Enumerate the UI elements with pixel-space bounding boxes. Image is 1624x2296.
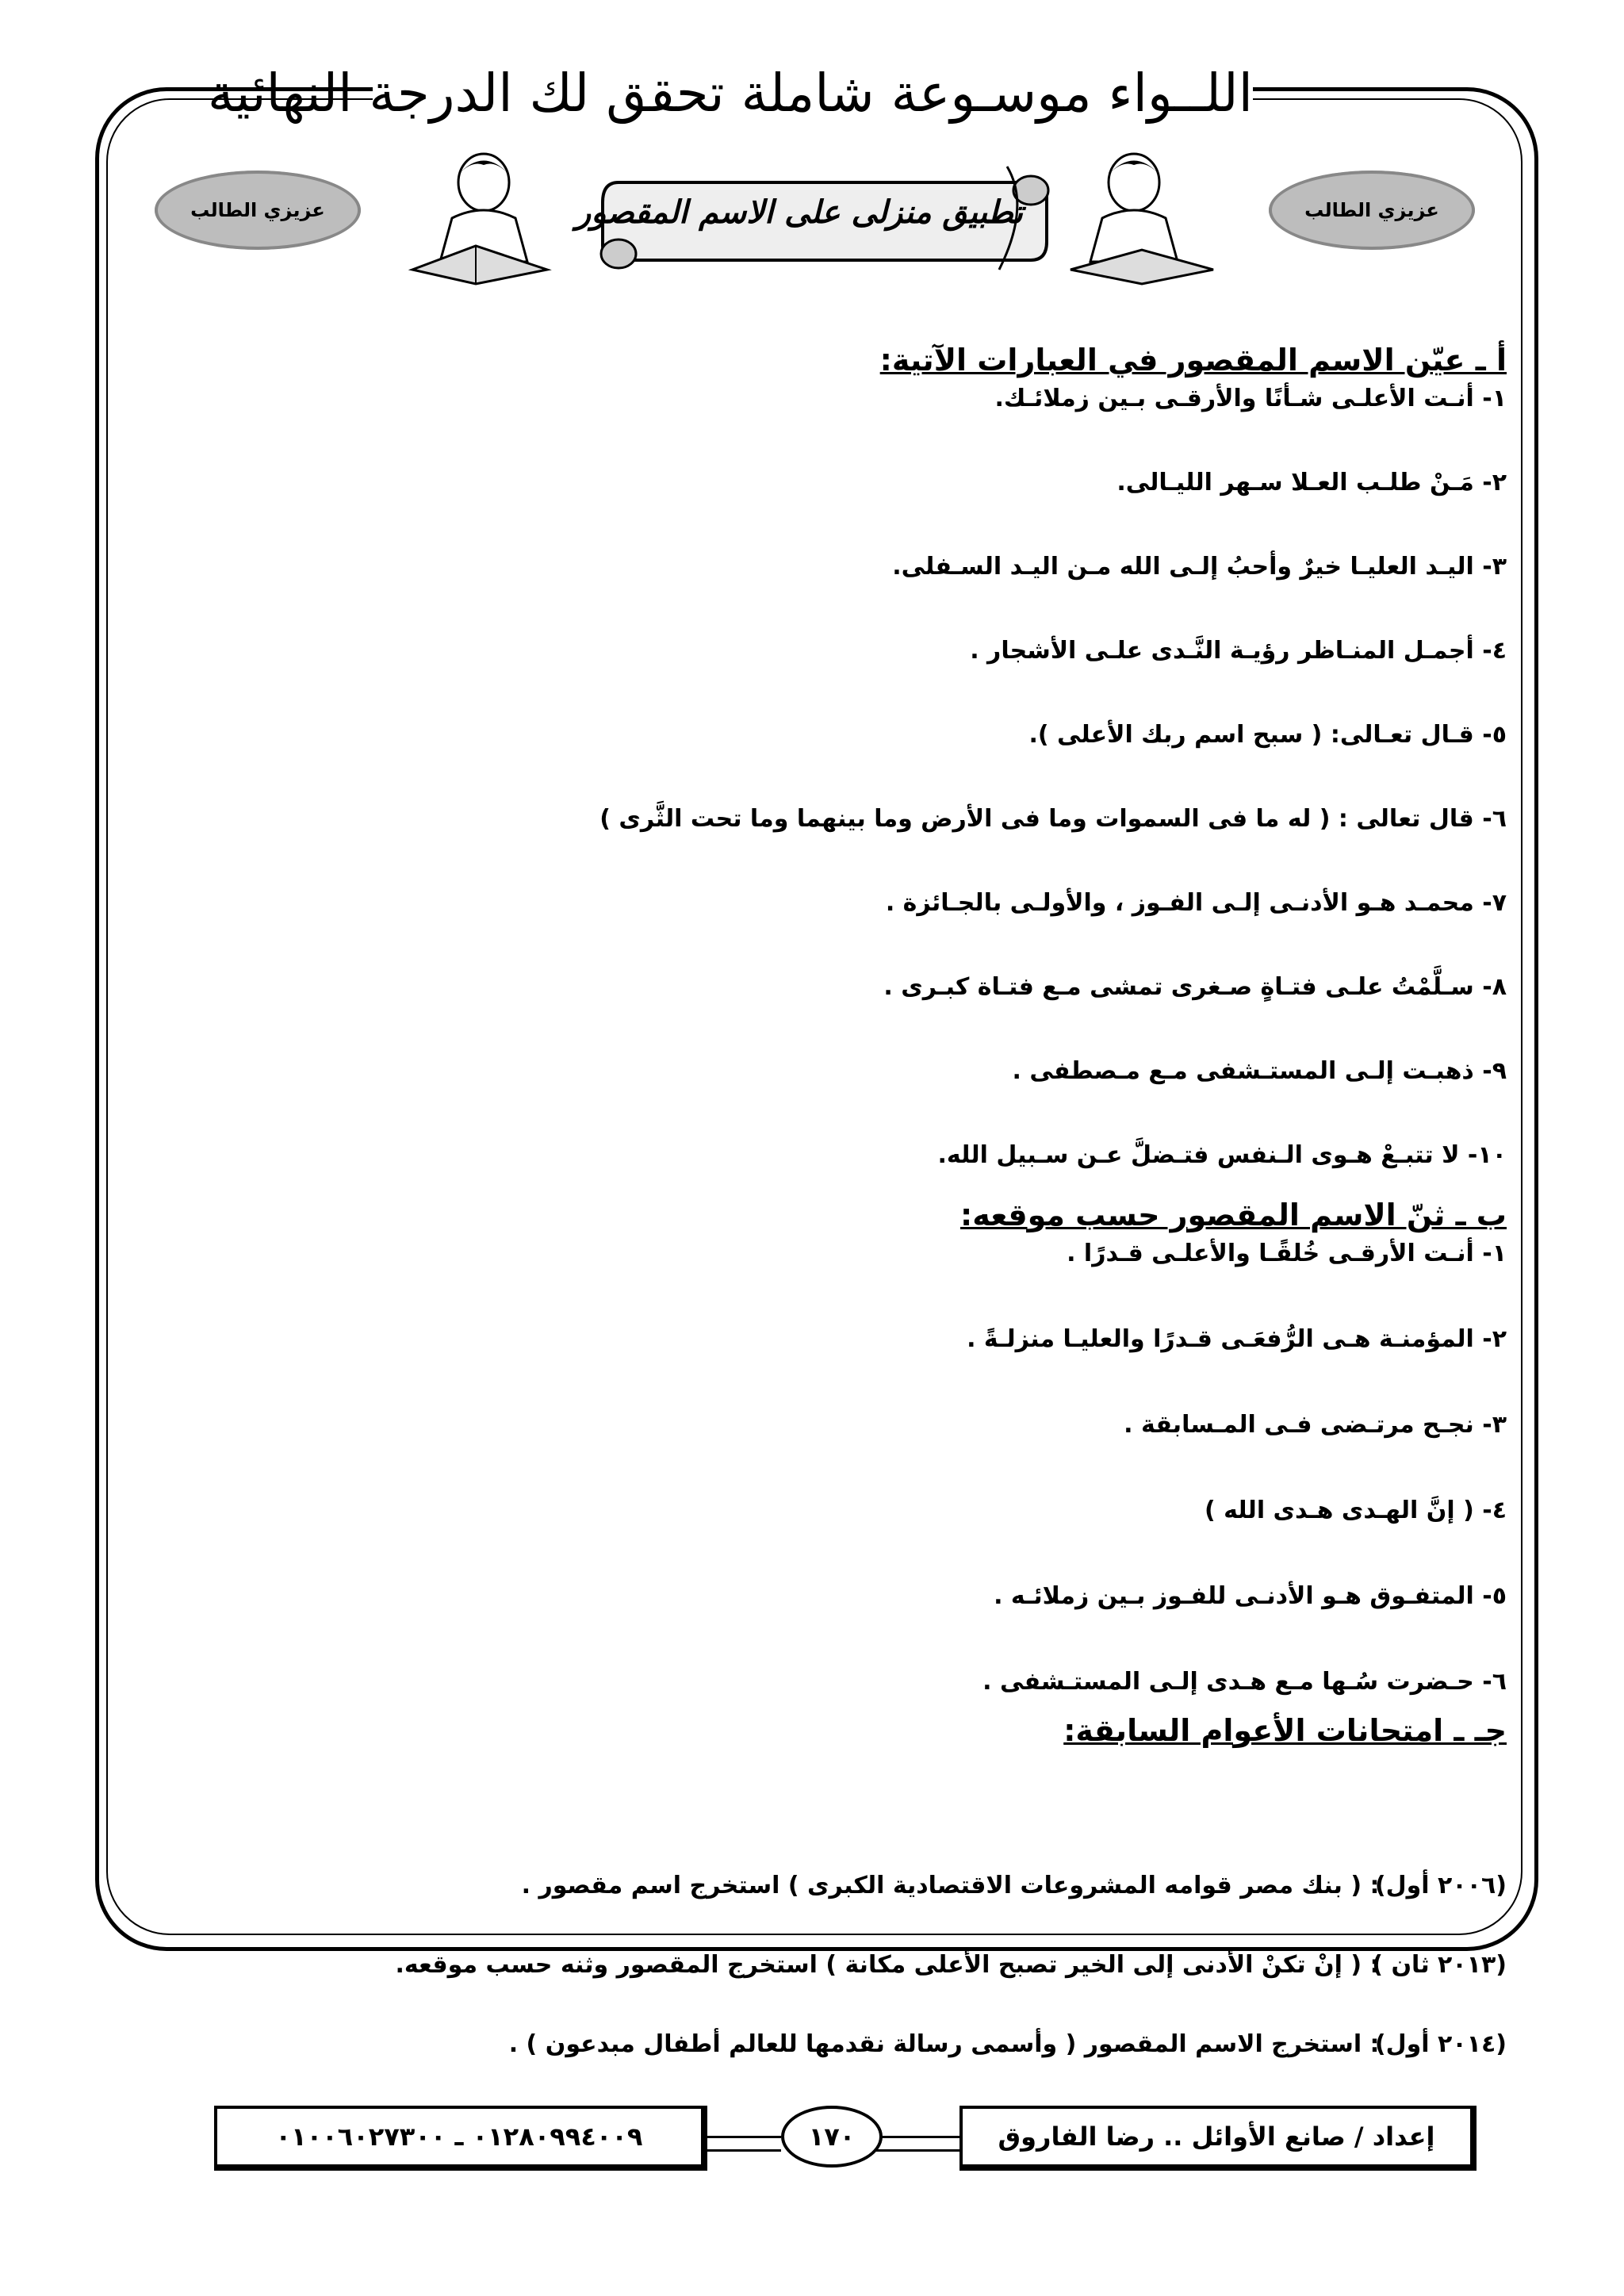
student-writing-illustration <box>1063 143 1221 286</box>
exam-question: : استخرج الاسم المقصور ( وأسمى رسالة نقدمها للعالم أطفال مبدعون ) . <box>508 2030 1380 2058</box>
exam-row <box>238 1862 1507 1910</box>
exercise-content <box>599 337 1507 1754</box>
footer-divider <box>698 2136 781 2152</box>
list-item: ٣- نجـح مرتـضى فـى المـسابقة . <box>1124 1411 1507 1439</box>
list-item: ٣- اليـد العليـا خيرٌ وأحبُ إلـى الله مـن اليـد السـفلى. <box>892 553 1507 581</box>
badge-right: عزيزي الطالب <box>1269 171 1475 250</box>
exam-question: : ( بنك مصر قوامه المشروعات الاقتصادية الكبرى ) استخرج اسم مقصور . <box>521 1872 1380 1899</box>
footer-divider <box>876 2136 959 2152</box>
section-b-title: ب ـ ثنّ الاسم المقصور حسب موقعه: <box>960 1198 1507 1232</box>
exam-question: : ( إنْ تكنْ الأدنى إلى الخير تصبح الأعلى مكانة ) استخرج المقصور وثنه حسب موقعه. <box>395 1951 1380 1979</box>
section-a <box>599 337 1507 1187</box>
list-item: ٢- مَـنْ طلـب العـلا سـهر الليـالى. <box>1116 469 1507 496</box>
footer-phones: ٠١٢٨٠٩٩٤٠٠٩ ـ ٠١٠٠٦٠٢٧٣٠٠ <box>214 2106 707 2171</box>
exam-year: (٢٠١٣ ثان ) <box>1372 1951 1507 1979</box>
badge-left: عزيزي الطالب <box>155 171 361 250</box>
list-item: ٥- قـال تعـالى: ( سبح اسم ربك الأعلى ). <box>1028 721 1507 749</box>
list-item: ٦- قال تعالى : ( له ما فى السموات وما فى الأرض وما بينهما وما تحت الثَّرى ) <box>599 805 1507 833</box>
section-b <box>682 1192 1507 1714</box>
header-title: اللــواء موسـوعة شاملة تحقق لك الدرجة النهائية <box>373 56 1253 132</box>
list-item: ٥- المتفـوق هـو الأدنـى للفـوز بـين زملائـه . <box>994 1582 1507 1610</box>
list-item: ١- أنـت الأعلـى شـأنًا والأرقـى بـين زملائـك. <box>994 385 1507 412</box>
list-item: ٤- ( إنَّ الهـدى هـدى الله ) <box>1204 1497 1507 1524</box>
list-item: ٦- حـضرت سُـها مـع هـدى إلـى المستـشفى . <box>982 1668 1507 1696</box>
list-item: ٩- ذهبـت إلـى المستـشفى مـع مـصطفى . <box>1012 1057 1507 1085</box>
section-c-title: جـ ـ امتحانات الأعوام السابقة: <box>1063 1713 1507 1748</box>
list-item: ٤- أجمـل المنـاظر رؤيـة النَّـدى علـى الأشجار . <box>970 637 1507 665</box>
list-item: ١٠- لا تتبـعْ هـوى الـنفس فتـضلَّ عـن سـبيل الله. <box>937 1141 1507 1169</box>
exam-year: (٢٠٠٦ أول) <box>1374 1872 1507 1899</box>
list-item: ٨- سـلَّمْتُ علـى فتـاةٍ صـغرى تمشى مـع فتـاة كبـرى . <box>883 973 1507 1001</box>
banner-title: تطبيق منزلى على الاسم المقصور <box>575 194 1023 231</box>
section-a-title: أ ـ عيّن الاسم المقصور في العبارات الآتية: <box>879 343 1507 378</box>
student-reading-illustration <box>396 143 555 286</box>
page-number: ١٧٠ <box>781 2106 883 2168</box>
exam-year: (٢٠١٤ أول) <box>1374 2030 1507 2058</box>
list-item: ٧- محمـد هـو الأدنـى إلـى الفـوز ، والأولـى بالجـائزة . <box>885 889 1507 917</box>
exam-row <box>238 2021 1507 2068</box>
exam-row <box>238 1941 1507 1989</box>
list-item: ٢- المؤمنـة هـى الرُّفعَـى قـدرًا والعليـا منزلـةً . <box>967 1325 1507 1353</box>
list-item: ١- أنـت الأرقـى خُلقًـا والأعلـى قـدرًا . <box>1067 1240 1507 1267</box>
footer-author: إعداد / صانع الأوائل .. رضا الفاروق <box>959 2106 1477 2171</box>
